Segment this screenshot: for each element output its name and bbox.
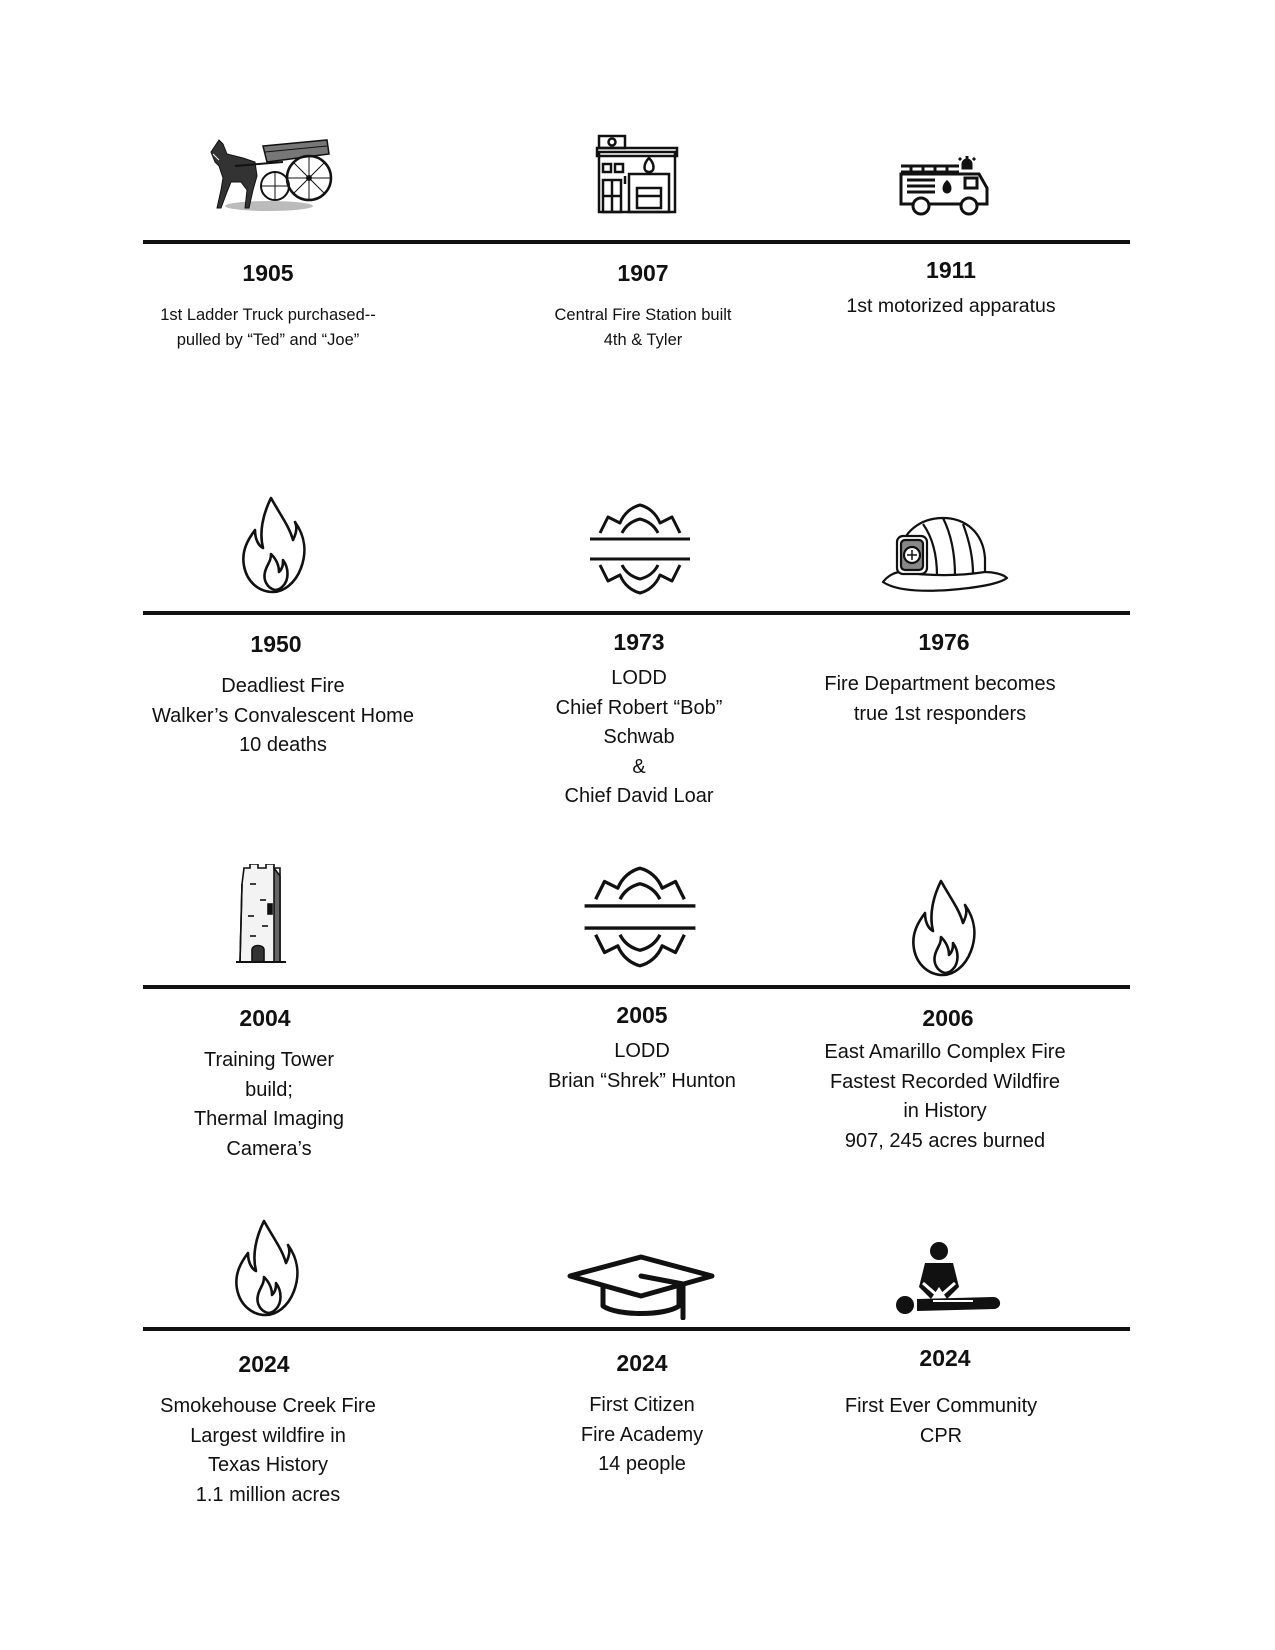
description-line: 10 deaths	[239, 734, 327, 756]
description-line: &	[632, 755, 646, 778]
timeline-entry-2004	[104, 1004, 434, 1164]
entry-description	[474, 664, 804, 812]
entry-description	[775, 670, 1105, 729]
timeline-axis-row-4	[143, 1327, 1130, 1331]
description-line: Camera’s	[226, 1137, 312, 1160]
description-line: Fire Department becomes	[824, 673, 1056, 695]
description-line: 1st motorized apparatus	[846, 295, 1056, 317]
timeline-axis-row-3	[143, 985, 1130, 989]
entry-year: 1911	[926, 257, 976, 283]
description-line: CPR	[919, 1424, 963, 1447]
description-line: Texas History	[207, 1454, 329, 1476]
timeline-axis-row-2	[143, 611, 1130, 615]
timeline-entry-2024-cpr	[776, 1344, 1106, 1451]
timeline-axis-row-1	[143, 240, 1130, 244]
timeline-entry-1976	[775, 628, 1105, 729]
entry-year: 1907	[617, 260, 669, 286]
horse-cart-icon	[205, 132, 333, 214]
entry-year: 1950	[250, 631, 302, 657]
description-line: 1st Ladder Truck purchased--	[160, 306, 376, 324]
description-line: Walker’s Convalescent Home	[152, 704, 414, 727]
flame-icon	[234, 1219, 300, 1317]
description-line: Thermal Imaging	[193, 1108, 345, 1130]
entry-description	[786, 292, 1116, 322]
entry-year: 1905	[242, 260, 294, 286]
description-line: First Citizen	[589, 1394, 695, 1416]
cpr-icon	[893, 1241, 1005, 1315]
description-line: Chief David Loar	[564, 785, 714, 807]
entry-year: 2024	[919, 1345, 971, 1371]
fire-station-icon	[595, 134, 679, 214]
flame-icon	[241, 496, 307, 594]
description-line: 907, 245 acres burned	[844, 1129, 1046, 1152]
entry-description	[478, 303, 808, 353]
entry-description	[780, 1038, 1110, 1156]
entry-year: 1973	[613, 629, 665, 655]
timeline-entry-1973	[474, 628, 804, 812]
description-line: Fastest Recorded Wildfire	[829, 1070, 1061, 1093]
description-line: 1.1 million acres	[195, 1483, 341, 1506]
entry-description	[477, 1391, 807, 1480]
description-line: Chief Robert “Bob”	[555, 696, 723, 719]
description-line: build;	[245, 1078, 293, 1101]
description-line: LODD	[611, 667, 667, 689]
graduation-cap-icon	[567, 1254, 715, 1320]
description-line: Brian “Shrek” Hunton	[548, 1069, 736, 1092]
entry-year: 2024	[616, 1350, 668, 1376]
timeline-entry-1907	[478, 259, 808, 353]
description-line: true 1st responders	[853, 702, 1027, 725]
entry-year: 2005	[616, 1002, 668, 1028]
timeline-entry-2006	[780, 1004, 1110, 1156]
flame-icon	[911, 879, 977, 977]
timeline-entry-1950	[118, 630, 448, 761]
entry-description	[776, 1392, 1106, 1451]
description-line: Fire Academy	[580, 1423, 704, 1446]
entry-description	[477, 1037, 807, 1096]
description-line: LODD	[614, 1040, 670, 1062]
description-line: 14 people	[598, 1453, 686, 1475]
entry-year: 2006	[922, 1005, 974, 1031]
entry-description	[103, 303, 433, 353]
description-line: Largest wildfire in	[190, 1424, 346, 1447]
timeline-entry-2005	[477, 1001, 807, 1096]
description-line: Deadliest Fire	[221, 675, 345, 697]
description-line: Schwab	[603, 726, 675, 748]
training-tower-icon	[236, 864, 286, 964]
description-line: First Ever Community	[844, 1395, 1038, 1417]
entry-description	[103, 1392, 433, 1510]
entry-description	[118, 672, 448, 761]
maltese-cross-icon	[582, 866, 698, 968]
timeline-entry-2024-academy	[477, 1349, 807, 1480]
description-line: 4th & Tyler	[603, 331, 683, 349]
description-line: Smokehouse Creek Fire	[160, 1395, 376, 1417]
entry-year: 2024	[238, 1351, 290, 1377]
firefighter-helmet-icon	[879, 514, 1009, 594]
description-line: Training Tower	[203, 1049, 335, 1071]
description-line: East Amarillo Complex Fire	[824, 1041, 1066, 1063]
timeline-entry-1911	[786, 256, 1116, 322]
entry-year: 1976	[918, 629, 970, 655]
timeline-entry-2024-smokehouse	[103, 1350, 433, 1510]
entry-description	[104, 1046, 434, 1164]
timeline-entry-1905	[103, 259, 433, 353]
description-line: Central Fire Station built	[554, 306, 732, 324]
description-line: pulled by “Ted” and “Joe”	[176, 331, 360, 349]
entry-year: 2004	[239, 1005, 291, 1031]
fire-truck-icon	[899, 156, 989, 218]
maltese-cross-icon	[590, 503, 690, 595]
description-line: in History	[903, 1100, 987, 1122]
